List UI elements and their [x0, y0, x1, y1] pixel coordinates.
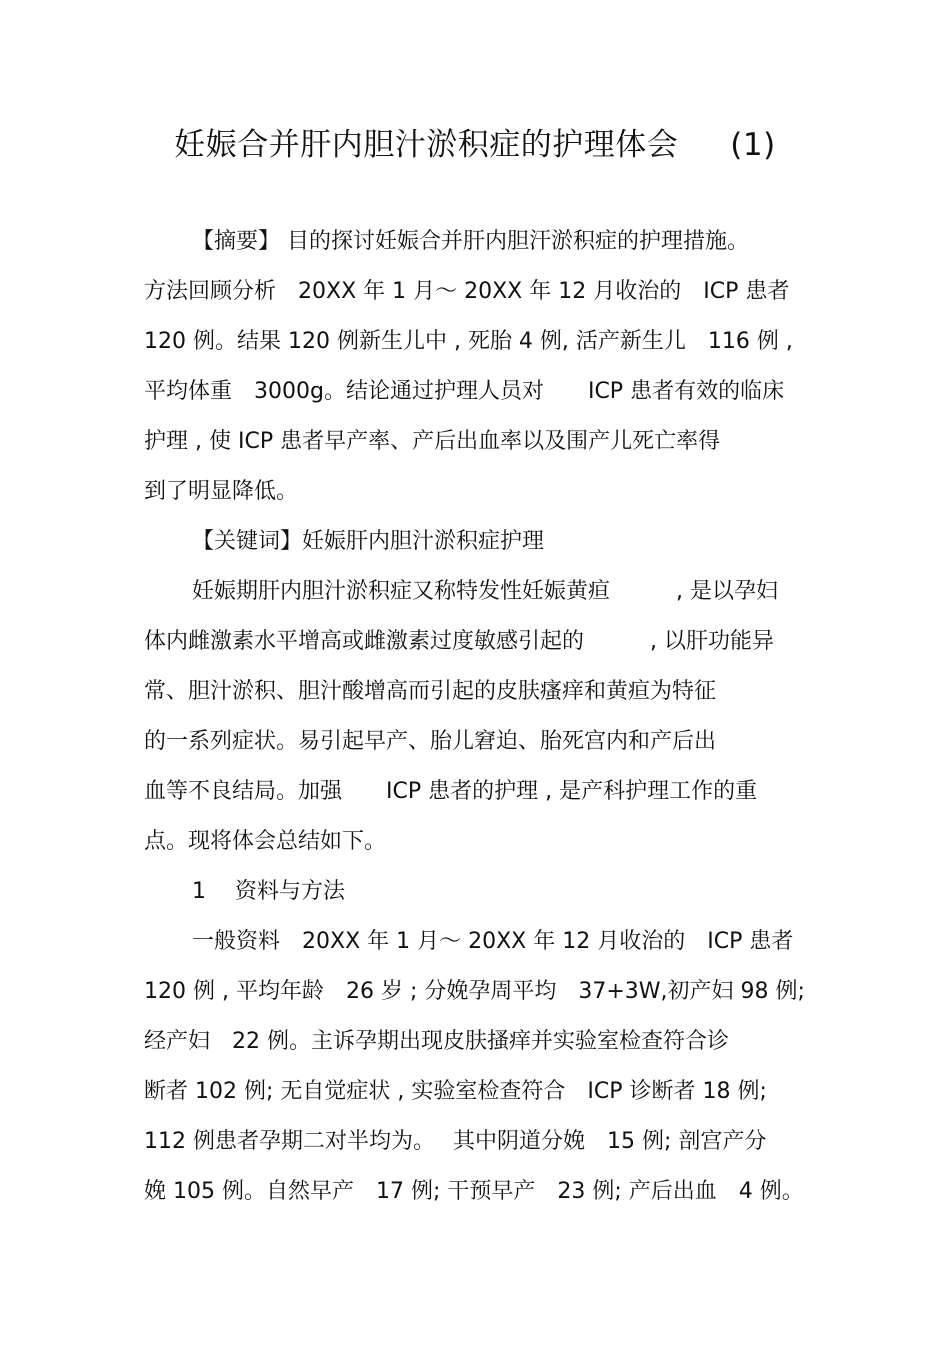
methods-line: 112 例患者孕期二对半均为。 其中阴道分娩 15 例; 剖宫产分	[144, 1129, 767, 1154]
title-main: 妊娠合并肝内胆汁淤积症的护理体会	[174, 127, 679, 163]
methods-line: 断者 102 例; 无自觉症状 , 实验室检查符合 ICP 诊断者 18 例;	[144, 1079, 767, 1104]
document-title	[0, 122, 950, 168]
methods-line: 120 例 , 平均年龄 26 岁 ; 分娩孕周平均 37+3W,初产妇 98 例;	[144, 979, 805, 1004]
document-body	[144, 222, 814, 1222]
abstract-line: 【摘要】 目的探讨妊娠合并肝内胆汗淤积症的护理措施。	[192, 229, 749, 254]
intro-line: 的一系列症状。易引起早产、胎儿窘迫、胎死宫内和产后出	[144, 729, 717, 754]
intro-line: 常、胆汁淤积、胆汁酸增高而引起的皮肤瘙痒和黄疸为特征	[144, 679, 717, 704]
title-suffix: (1)	[730, 127, 776, 163]
intro-line: 妊娠期肝内胆汁淤积症又称特发性妊娠黄疸 , 是以孕妇	[192, 579, 778, 604]
intro-line: 体内雌激素水平增高或雌激素过度敏感引起的 , 以肝功能异	[144, 629, 774, 654]
methods-line: 经产妇 22 例。主诉孕期出现皮肤搔痒并实验室检查符合诊	[144, 1029, 729, 1054]
abstract-line: 方法回顾分析 20XX 年 1 月～ 20XX 年 12 月收治的 ICP 患者	[144, 279, 790, 304]
keywords-line: 【关键词】妊娠肝内胆汁淤积症护理	[192, 529, 545, 554]
abstract-line: 护理 , 使 ICP 患者早产率、产后出血率以及围产儿死亡率得	[144, 429, 721, 454]
abstract-line: 120 例。结果 120 例新生儿中 , 死胎 4 例, 活产新生儿 116 例 ,	[144, 329, 793, 354]
section-heading: 1 资料与方法	[192, 879, 345, 904]
methods-line: 娩 105 例。自然早产 17 例; 干预早产 23 例; 产后出血 4 例。	[144, 1179, 804, 1204]
methods-line: 一般资料 20XX 年 1 月～ 20XX 年 12 月收治的 ICP 患者	[192, 929, 794, 954]
intro-line: 点。现将体会总结如下。	[144, 829, 387, 854]
abstract-line: 平均体重 3000g。结论通过护理人员对 ICP 患者有效的临床	[144, 379, 785, 404]
intro-line: 血等不良结局。加强 ICP 患者的护理 , 是产科护理工作的重	[144, 779, 758, 804]
abstract-line: 到了明显降低。	[144, 479, 299, 504]
